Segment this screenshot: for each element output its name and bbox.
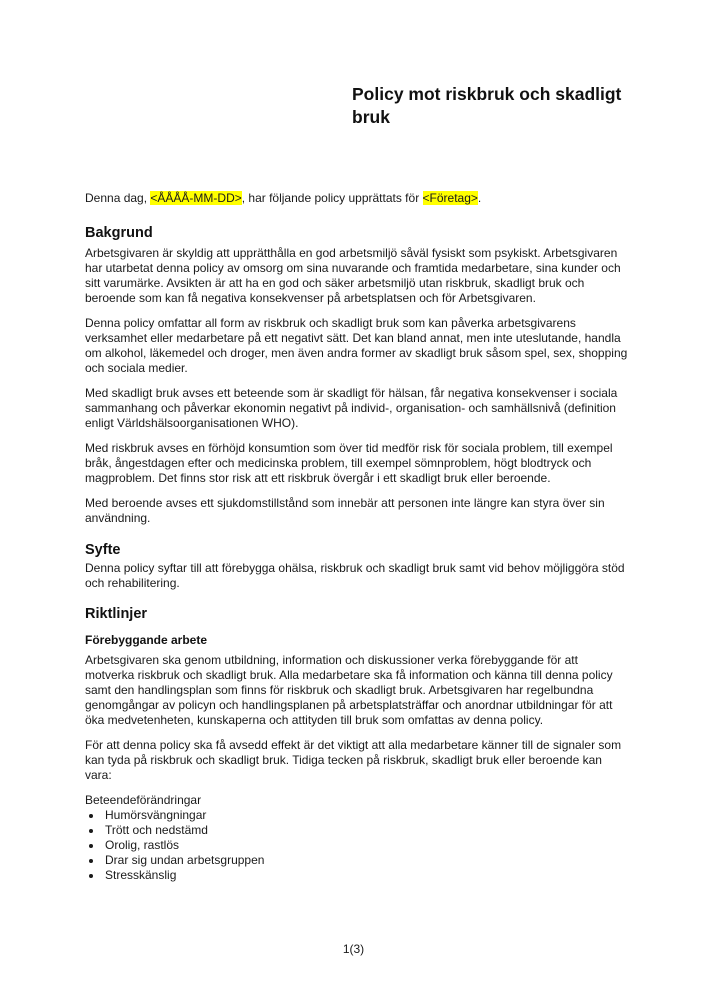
bakgrund-paragraph-2: Denna policy omfattar all form av riskbruk och skadligt bruk som kan påverka arbetsgivarens verksamhet eller medarbetare på ett negativt sätt. Det kan bland annat, men inte uteslutande, handla om alkohol, läkemedel och droger, men även andra former av skadligt bruk såsom spel, sex, shopping och sociala medier. xyxy=(85,316,628,375)
signal-list-item: • Orolig, rastlös xyxy=(103,838,630,853)
signal-list xyxy=(85,808,630,883)
company-placeholder-highlight: <Företag> xyxy=(422,191,478,205)
signal-list-title: Beteendeförändringar xyxy=(85,793,202,807)
signal-list-item: • Trött och nedstämd xyxy=(103,823,630,838)
riktlinjer-paragraph-1: Arbetsgivaren ska genom utbildning, information och diskussioner verka förebyggande för att motverka riskbruk och skadligt bruk. Alla medarbetare ska få information och känna till denna policy samt den handlingsplan som finns för riskbruk och skadligt bruk. Arbetsgivaren har regelbundna genomgångar av policyn och handlingsplanen på arbetsplatsträffar och anordnar utbildningar för att öka medvetenheten, kunskaperna och attityden till bruk som omfattas av denna policy. xyxy=(85,653,613,727)
intro-line xyxy=(85,191,630,206)
intro-prefix: Denna dag, xyxy=(85,191,151,205)
section-heading-riktlinjer: Riktlinjer xyxy=(85,606,148,622)
section-heading-bakgrund: Bakgrund xyxy=(85,225,153,241)
riktlinjer-paragraph-2: För att denna policy ska få avsedd effekt är det viktigt att alla medarbetare känner till de signaler som kan tyda på riskbruk och skadligt bruk. Tidiga tecken på riskbruk, skadligt bruk eller beroende kan vara: xyxy=(85,738,622,782)
syfte-paragraph-1: Denna policy syftar till att förebygga ohälsa, riskbruk och skadligt bruk samt vid behov möjliggöra stöd och rehabilitering. xyxy=(85,561,625,590)
page-number-footer: 1(3) xyxy=(342,942,365,956)
date-placeholder-highlight: <ÅÅÅÅ-MM-DD> xyxy=(150,191,242,205)
bakgrund-paragraph-4: Med riskbruk avses en förhöjd konsumtion som över tid medför risk för sociala problem, till exempel bråk, ångestdagen efter och medicinska problem, till exempel sömnproblem, högt blodtryck och magproblem. Det finns stor risk att ett riskbruk övergår i ett skadligt bruk eller beroende. xyxy=(85,441,613,485)
signal-list-item: • Stresskänslig xyxy=(103,868,630,883)
subsection-heading-forebyggande-arbete: Förebyggande arbete xyxy=(85,633,208,647)
intro-suffix: . xyxy=(477,191,482,205)
signal-list-item: • Drar sig undan arbetsgruppen xyxy=(103,853,630,868)
bakgrund-paragraph-3: Med skadligt bruk avses ett beteende som är skadligt för hälsan, får negativa konsekvenser i sociala sammanhang och påverkar ekonomin negativt på individ-, organisation- och samhällsnivå (definition enligt Världshälsoorganisationen WHO). xyxy=(85,386,618,430)
bakgrund-paragraph-1: Arbetsgivaren är skyldig att upprätthålla en god arbetsmiljö såväl fysiskt som psykiskt. Arbetsgivaren har utarbetat denna policy av omsorg om sina nuvarande och framtida medarbetare, sina kunder och sitt varumärke. Avsikten är att ha en god och säker arbetsmiljö utan riskbruk, skadligt bruk och beroende som kan få negativa konsekvenser på arbetsplatsen och för Arbetsgivaren. xyxy=(85,246,621,305)
section-heading-syfte: Syfte xyxy=(85,542,121,558)
document-body xyxy=(85,0,630,883)
signal-list-item: • Humörsvängningar xyxy=(103,808,630,823)
intro-middle: , har följande policy upprättats för xyxy=(241,191,423,205)
bakgrund-paragraph-5: Med beroende avses ett sjukdomstillstånd som innebär att personen inte längre kan styra över sin användning. xyxy=(85,496,605,525)
document-title: Policy mot riskbruk och skadligt bruk xyxy=(352,84,622,127)
